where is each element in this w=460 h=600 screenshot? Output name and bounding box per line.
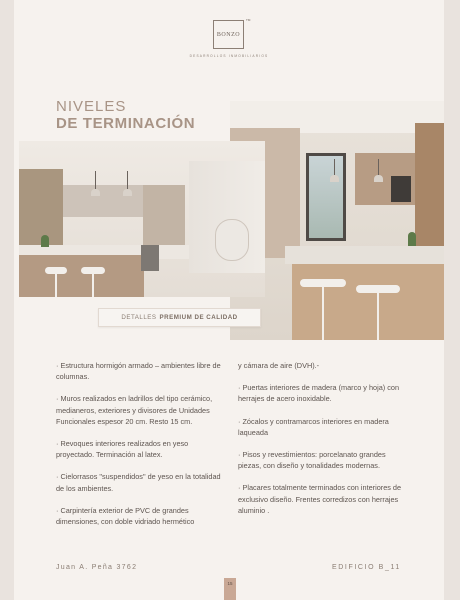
specs-column-left [56, 360, 221, 538]
footer-building: EDIFICIO B_11 [332, 564, 401, 571]
spec-item: · Estructura hormigón armado – ambientes libre de columnas. [56, 361, 221, 382]
title-line-2: DE TERMINACIÓN [56, 115, 196, 132]
badge-emphasis: PREMIUM DE CALIDAD [159, 314, 238, 321]
title-line-1: NIVELES [56, 98, 127, 115]
page-number: 15 [227, 581, 233, 586]
footer-address: Juan A. Peña 3762 [56, 564, 138, 571]
spec-item: · Placares totalmente terminados con interiores de exclusivo diseño. Frentes corredizos con herrajes aluminio . [238, 483, 402, 515]
kitchen-photo-left [19, 141, 265, 297]
logo-trademark: TM [246, 18, 251, 22]
spec-item: · Puertas interiores de madera (marco y hoja) con herrajes de acero inoxidable. [238, 383, 400, 404]
spec-item: · Cielorrasos "suspendidos" de yeso en la totalidad de los ambientes. [56, 472, 221, 493]
spec-item: · Revoques interiores realizados en yeso proyectado. Terminación al latex. [56, 439, 189, 460]
spec-item: y cámara de aire (DVH).- [238, 361, 320, 370]
spec-item: · Muros realizados en ladrillos del tipo cerámico, medianeros, exteriores y divisores de Unidades Funcionales espesor 20 cm. Resto 15 cm. [56, 394, 213, 426]
spec-item: · Carpintería exterior de PVC de grandes dimensiones, con doble vidriado hermético [56, 505, 195, 527]
logo-wordmark: BONZO [216, 31, 241, 38]
brochure-page [14, 0, 444, 600]
premium-quality-badge [98, 308, 261, 327]
spec-item: · Zócalos y contramarcos interiores en madera laqueada [238, 416, 389, 437]
spec-item: · Pisos y revestimientos: porcelanato grandes piezas, con diseño y tonalidades modernas. [238, 450, 386, 471]
specs-column-right [238, 360, 403, 527]
logo-tagline: DESARROLLOS INMOBILIARIOS [189, 54, 269, 58]
badge-prefix: DETALLES [121, 314, 157, 321]
bonzo-logo [213, 20, 244, 49]
